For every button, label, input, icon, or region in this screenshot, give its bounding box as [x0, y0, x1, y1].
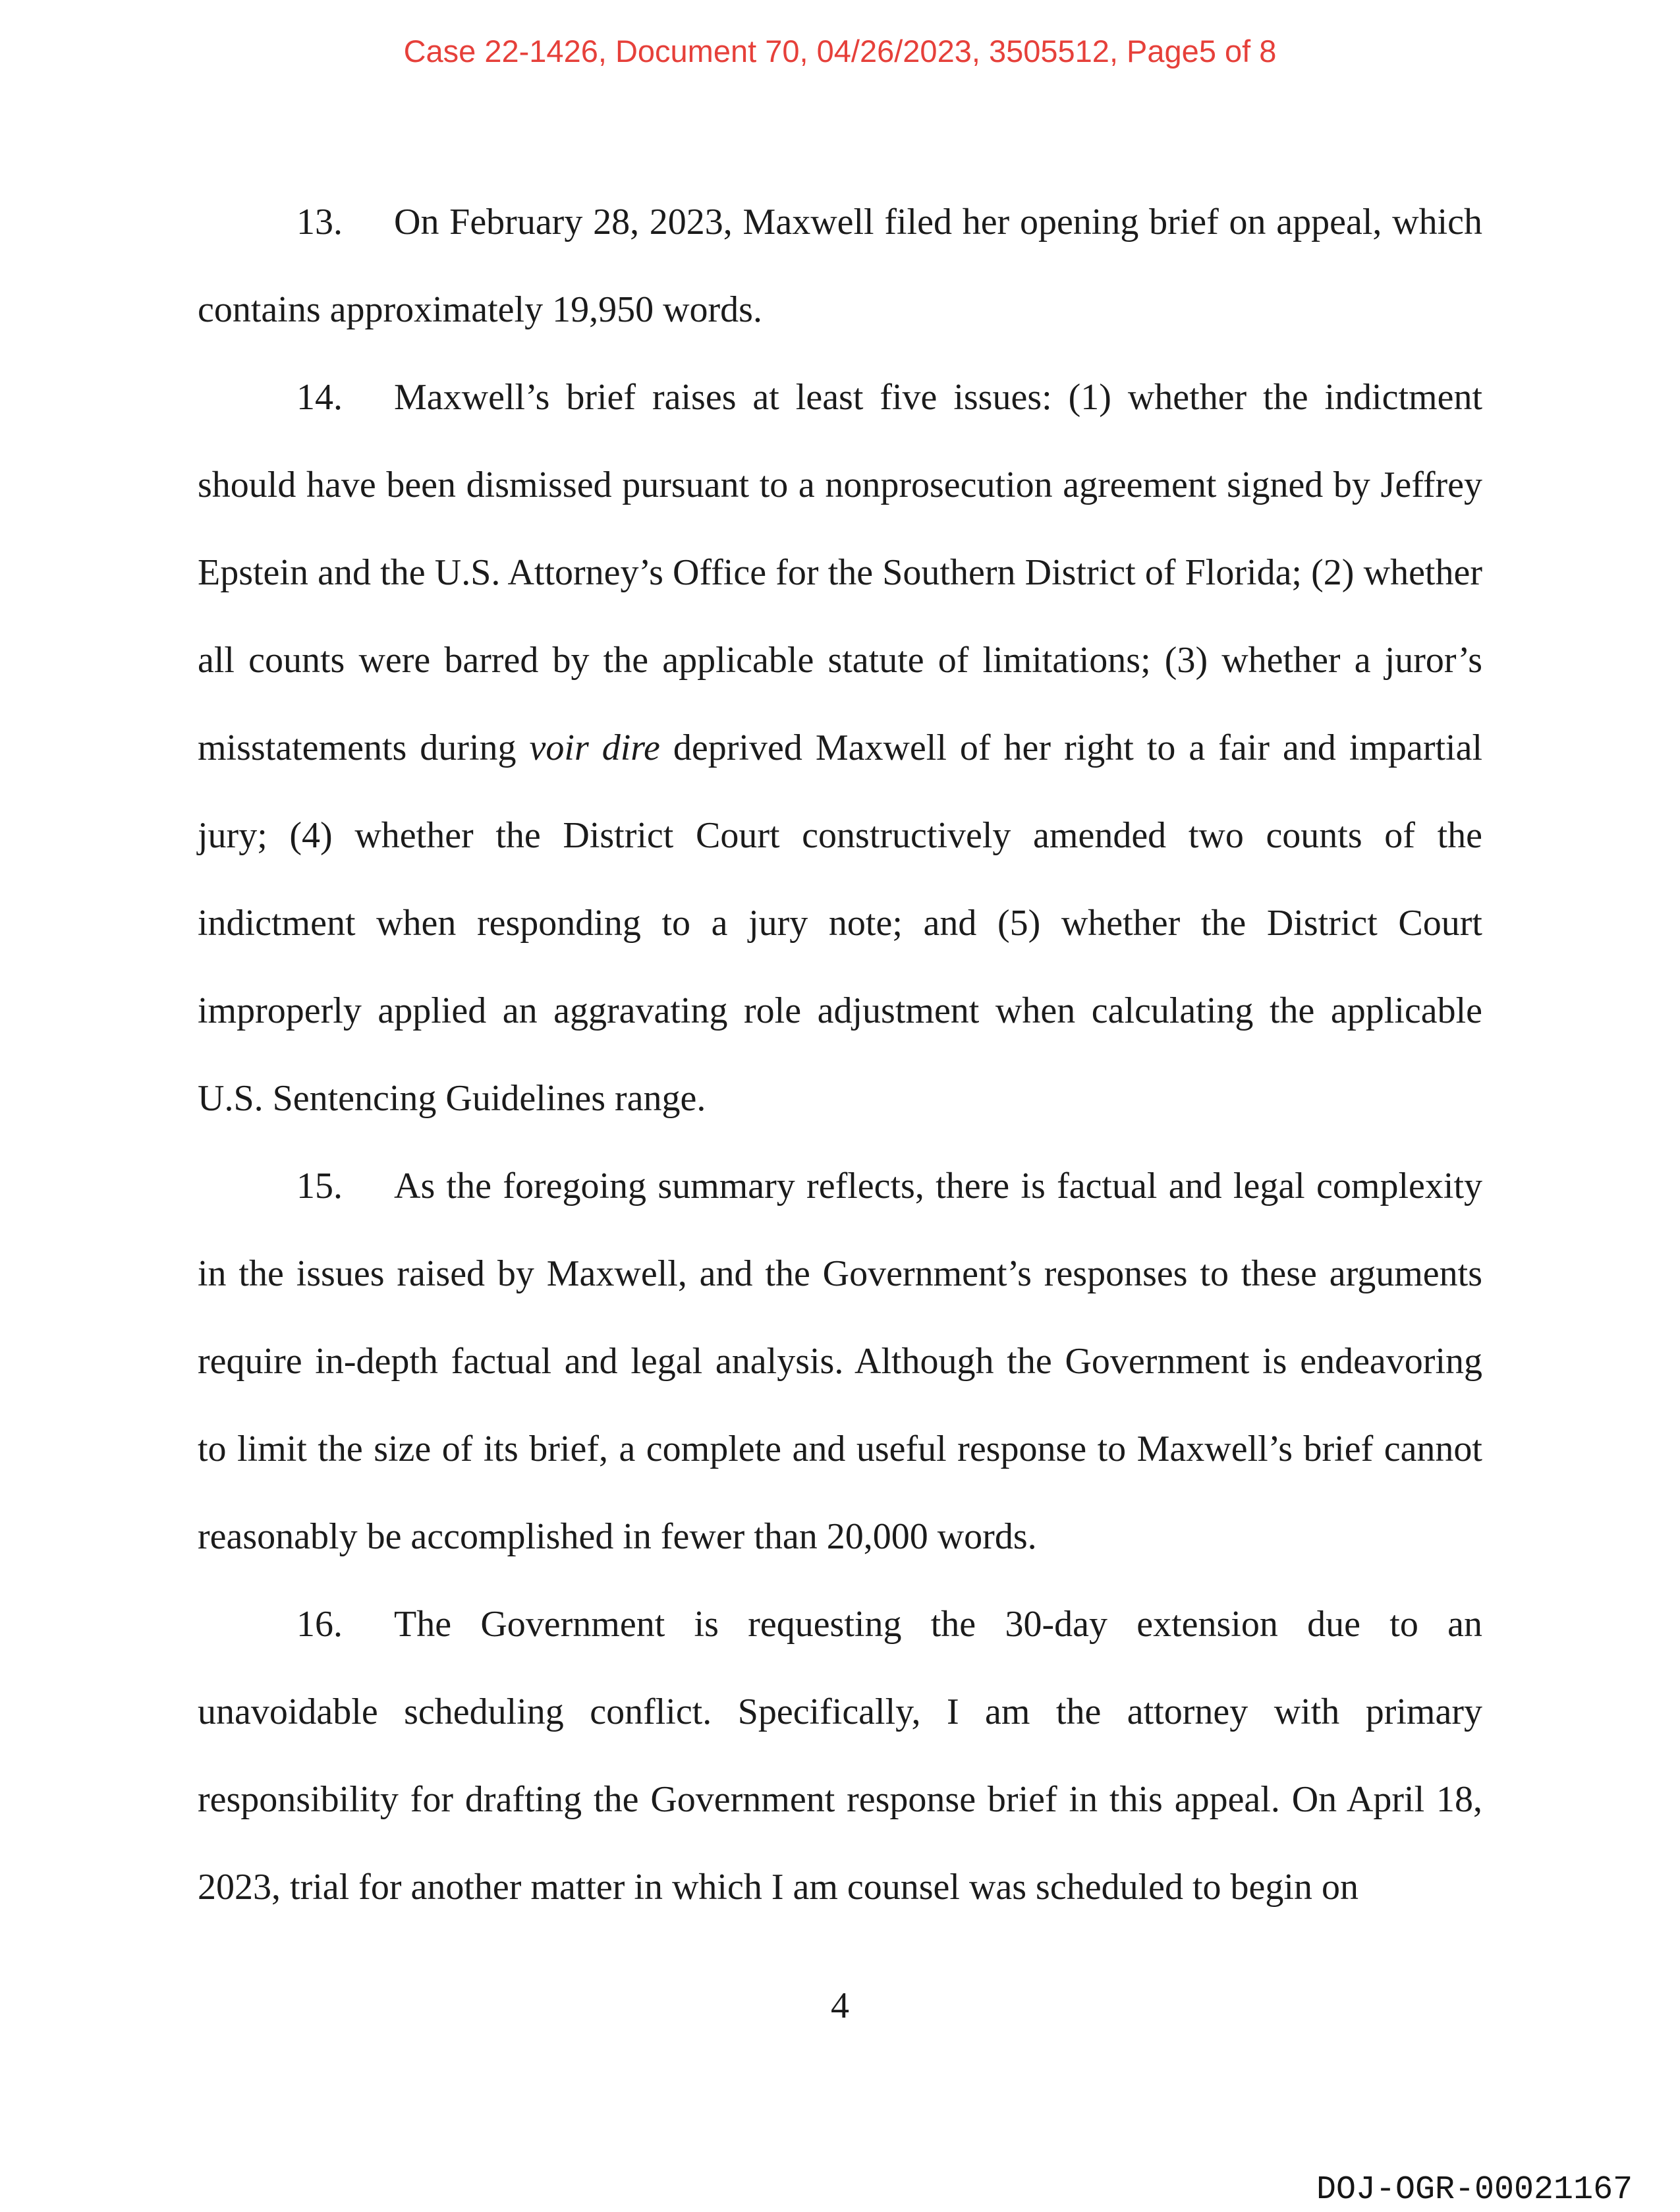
paragraph-number: 14. [296, 377, 343, 418]
paragraph [198, 1143, 1482, 1581]
paragraph-number: 15. [296, 1166, 343, 1206]
paragraph [198, 354, 1482, 1143]
paragraph [198, 1581, 1482, 1931]
document-body [198, 179, 1482, 1931]
text-segment: The Government is requesting the 30-day extension due to an unavoidable scheduling conflict. Specifically, I am the attorney with primary responsibility for drafting the Government response brief in this appeal. On April 18, 2023, trial for another matter in which I am counsel was scheduled to begin on [198, 1604, 1482, 1908]
text-segment: On February 28, 2023, Maxwell filed her opening brief on appeal, which contains approximately 19,950 words. [198, 202, 1482, 330]
text-segment: As the foregoing summary reflects, there is factual and legal complexity in the issues raised by Maxwell, and the Government’s responses to these arguments require in-depth factual and legal analysis. Although the Government is endeavoring to limit the size of its brief, a complete and useful response to Maxwell’s brief cannot reasonably be accomplished in fewer than 20,000 words. [198, 1166, 1482, 1557]
italic-text: voir dire [529, 727, 660, 768]
page-number: 4 [831, 1985, 849, 2026]
paragraph-number: 16. [296, 1604, 343, 1645]
paragraph-number: 13. [296, 202, 343, 242]
bates-number: DOJ-OGR-00021167 [1316, 2171, 1633, 2209]
text-segment: deprived Maxwell of her right to a fair and impartial jury; (4) whether the District Court constructively amended two counts of the indictment when responding to a jury note; and (5) whether the District Court improperly applied an aggravating role adjustment when calculating the applicable U.S. Sentencing Guidelines range. [198, 727, 1483, 1119]
ecf-case-stamp: Case 22-1426, Document 70, 04/26/2023, 3505512, Page5 of 8 [403, 34, 1277, 69]
paragraph [198, 179, 1482, 354]
text-segment: Maxwell’s brief raises at least five issues: (1) whether the indictment should have been dismissed pursuant to a nonprosecution agreement signed by Jeffrey Epstein and the U.S. Attorney’s Office for the Southern District of Florida; (2) whether all counts were barred by the applicable statute of limitations; (3) whether a juror’s misstatements during [198, 377, 1482, 768]
